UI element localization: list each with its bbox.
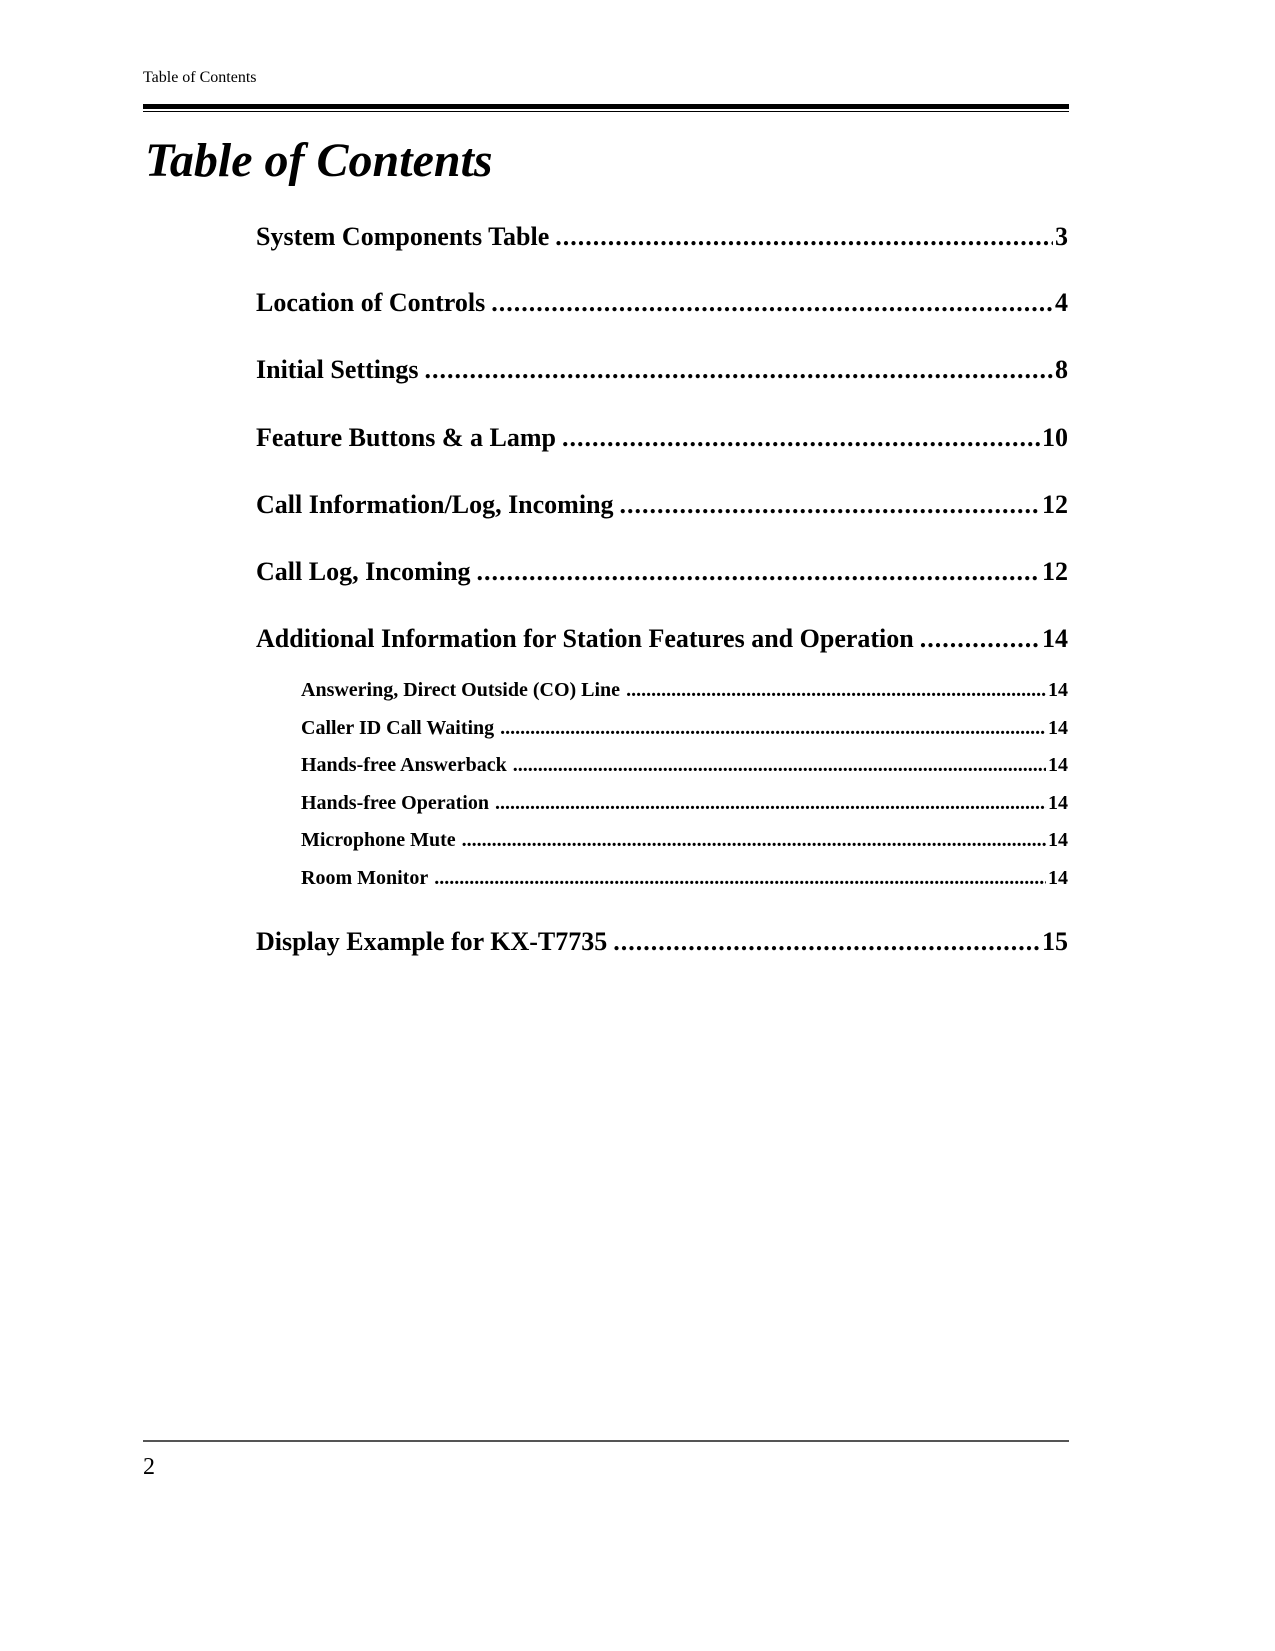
- toc-entry-page: 14: [1042, 624, 1068, 653]
- dot-leader: [495, 792, 1046, 815]
- toc-entry-page: 4: [1055, 288, 1068, 317]
- toc-entry-label: Additional Information for Station Features and Operation: [256, 624, 914, 653]
- toc-entry-label: Hands-free Operation: [301, 792, 489, 814]
- dot-leader: [620, 490, 1040, 520]
- toc-entry-label: Feature Buttons & a Lamp: [256, 423, 556, 452]
- toc-entry-label: Location of Controls: [256, 288, 486, 317]
- header-rule-thick: [143, 104, 1069, 109]
- toc-entry-page: 3: [1055, 222, 1068, 251]
- dot-leader: [920, 624, 1040, 654]
- toc-subentry-answering-direct-outside-line[interactable]: [301, 679, 1068, 702]
- toc-subentry-microphone-mute[interactable]: [301, 829, 1068, 852]
- toc-entry-label: Microphone Mute: [301, 829, 456, 851]
- dot-leader: [500, 717, 1046, 740]
- dot-leader: [626, 679, 1046, 702]
- toc-entry-page: 8: [1055, 355, 1068, 384]
- toc-entry-call-log-incoming[interactable]: [256, 557, 1068, 587]
- page-title: Table of Contents: [145, 134, 493, 187]
- toc-entry-page: 14: [1048, 717, 1068, 739]
- toc-entry-system-components-table[interactable]: [256, 222, 1068, 252]
- toc-entry-label: Display Example for KX-T7735: [256, 927, 608, 956]
- toc-entry-display-example[interactable]: [256, 927, 1068, 957]
- toc-entry-label: Answering, Direct Outside (CO) Line: [301, 679, 621, 701]
- toc-subentry-room-monitor[interactable]: [301, 867, 1068, 890]
- dot-leader: [477, 557, 1040, 587]
- toc-entry-page: 12: [1042, 557, 1068, 586]
- toc-entry-label: Hands-free Answerback: [301, 754, 507, 776]
- toc-entry-label: System Components Table: [256, 222, 550, 251]
- toc-entry-label: Call Log, Incoming: [256, 557, 471, 586]
- toc-entry-page: 12: [1042, 490, 1068, 519]
- toc-entry-page: 14: [1048, 867, 1068, 889]
- dot-leader: [613, 927, 1040, 957]
- toc-entry-page: 10: [1042, 423, 1068, 452]
- toc-subentry-hands-free-operation[interactable]: [301, 792, 1068, 815]
- toc-entry-label: Caller ID Call Waiting: [301, 717, 495, 739]
- dot-leader: [555, 222, 1053, 252]
- toc-entry-call-information-log[interactable]: [256, 490, 1068, 520]
- dot-leader: [425, 355, 1053, 385]
- toc-entry-page: 14: [1048, 792, 1068, 814]
- toc-entry-label: Call Information/Log, Incoming: [256, 490, 614, 519]
- dot-leader: [562, 423, 1040, 453]
- toc-entry-label: Room Monitor: [301, 867, 429, 889]
- dot-leader: [513, 754, 1046, 777]
- toc-subentry-caller-id-call-waiting[interactable]: [301, 717, 1068, 740]
- toc-entry-label: Initial Settings: [256, 355, 419, 384]
- footer-rule: [143, 1440, 1069, 1442]
- header-rule-thin: [143, 111, 1069, 112]
- toc-subentry-hands-free-answerback[interactable]: [301, 754, 1068, 777]
- running-header: Table of Contents: [143, 69, 257, 86]
- toc-entry-feature-buttons[interactable]: [256, 423, 1068, 453]
- dot-leader: [434, 867, 1046, 890]
- toc-entry-location-of-controls[interactable]: [256, 288, 1068, 318]
- dot-leader: [462, 829, 1046, 852]
- toc-entry-page: 14: [1048, 754, 1068, 776]
- toc-entry-page: 14: [1048, 679, 1068, 701]
- page-number: 2: [143, 1454, 155, 1480]
- toc-entry-page: 14: [1048, 829, 1068, 851]
- toc-entry-page: 15: [1042, 927, 1068, 956]
- toc-entry-initial-settings[interactable]: [256, 355, 1068, 385]
- toc-entry-additional-information[interactable]: [256, 624, 1068, 654]
- dot-leader: [491, 288, 1053, 318]
